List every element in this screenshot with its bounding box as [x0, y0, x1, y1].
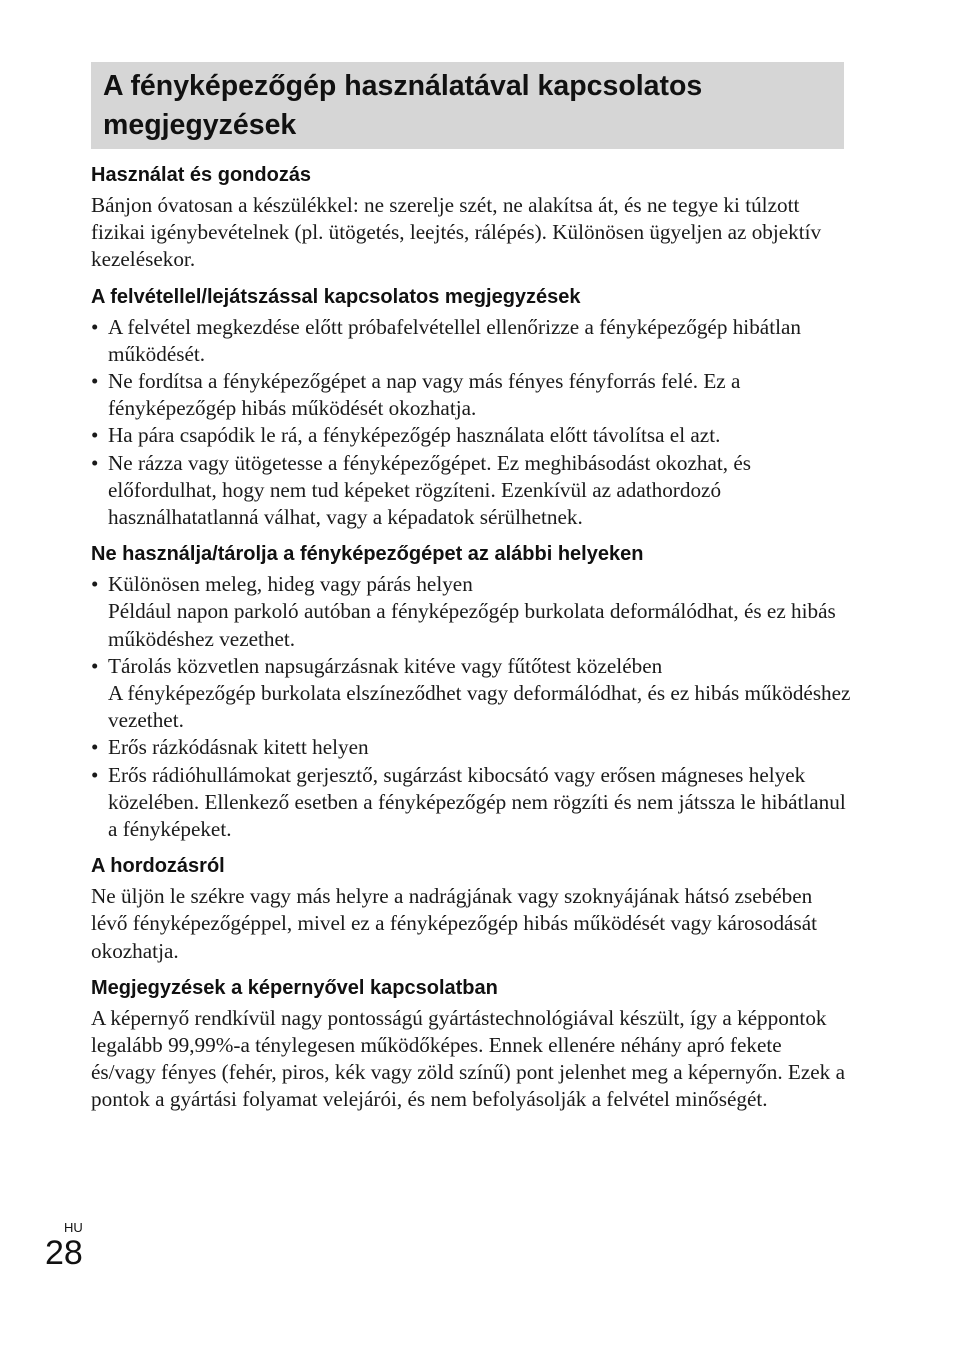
bullet-icon: •	[91, 423, 99, 448]
bullet-icon: •	[91, 314, 99, 339]
section-recording	[91, 284, 851, 532]
bullet-icon: •	[91, 735, 99, 760]
list-item	[91, 653, 851, 735]
list-item-text: Ne rázza vagy ütögetesse a fényképezőgépet. Ez meghibásodást okozhat, és előfordulhat, hogy nem tud képeket rögzíteni. Ezenkívül az adathordozó használhatatlanná válhat, vagy a képadatok sérülhetnek.	[108, 450, 752, 530]
list-item	[91, 762, 851, 844]
list-item-text: Erős rádióhullámokat gerjesztő, sugárzást kibocsátó vagy erősen mágneses helyek közelében. Ellenkező esetben a fényképezőgép nem rögzíti és nem játssza le hibátlanul a fényképeket.	[108, 762, 846, 842]
list-item	[91, 368, 851, 422]
bullet-icon: •	[91, 762, 99, 787]
list-item-text: Ha pára csapódik le rá, a fényképezőgép használata előtt távolítsa el azt.	[108, 423, 721, 448]
list-item-text: Erős rázkódásnak kitett helyen	[108, 735, 369, 760]
section-locations	[91, 541, 851, 843]
section-heading: A hordozásról	[91, 855, 225, 878]
bullet-icon: •	[91, 369, 99, 394]
list-item-text: Ne fordítsa a fényképezőgépet a nap vagy más fényes fényforrás felé. Ez a fényképezőgép hibás működését okozhatja.	[108, 369, 741, 421]
section-paragraph: A képernyő rendkívül nagy pontosságú gyártástechnológiával készült, így a képpontok legalább 99,99%-a ténylegesen működőképes. Ennek ellenére néhány apró fekete és/vagy fényes (fehér, piros, kék vagy zöld színű) pont jelenhet meg a képernyőn. Ezek a pontok a gyártási folyamat velejárói, és nem befolyásolják a felvétel minőségét.	[91, 1005, 845, 1112]
title-banner	[91, 62, 844, 149]
section-paragraph: Ne üljön le székre vagy más helyre a nadrágjának vagy szoknyájának hátsó zsebében lévő fényképezőgéppel, mivel ez a fényképezőgép hibás működését vagy károsodását okozhatja.	[91, 884, 817, 963]
bullet-icon: •	[91, 450, 99, 475]
list-item	[91, 314, 851, 368]
section-heading: Megjegyzések a képernyővel kapcsolatban	[91, 976, 498, 999]
section-screen	[91, 975, 851, 1114]
bullet-list	[91, 314, 851, 532]
list-item-text: Különösen meleg, hideg vagy párás helyen	[108, 572, 473, 597]
page-content	[91, 162, 851, 1114]
list-item-text: Tárolás közvetlen napsugárzásnak kitéve vagy fűtőtest közelében	[108, 653, 663, 678]
page-title-line-1: A fényképezőgép használatával kapcsolatos	[103, 70, 703, 102]
section-heading: A felvétellel/lejátszással kapcsolatos megjegyzések	[91, 285, 581, 308]
section-use-care	[91, 162, 851, 274]
language-code: HU	[64, 1220, 83, 1235]
list-item	[91, 571, 851, 653]
list-item-detail: A fényképezőgép burkolata elszíneződhet vagy deformálódhat, és ez hibás működéshez vezethet.	[108, 681, 851, 733]
page-title	[103, 67, 832, 145]
page-number: 28	[45, 1234, 83, 1272]
section-heading: Használat és gondozás	[91, 164, 312, 186]
bullet-list	[91, 571, 851, 843]
bullet-icon: •	[91, 653, 99, 678]
bullet-icon: •	[91, 572, 99, 597]
list-item-detail: Például napon parkoló autóban a fényképezőgép burkolata deformálódhat, és ez hibás működéshez vezethet.	[108, 599, 836, 651]
section-carrying	[91, 853, 851, 965]
section-heading: Ne használja/tárolja a fényképezőgépet az alábbi helyeken	[91, 543, 644, 566]
list-item	[91, 734, 851, 761]
list-item-text: A felvétel megkezdése előtt próbafelvétellel ellenőrizze a fényképezőgép hibátlan működését.	[108, 314, 801, 366]
section-paragraph: Bánjon óvatosan a készülékkel: ne szerelje szét, ne alakítsa át, és ne tegye ki túlzott fizikai igénybevételnek (pl. ütögetés, leejtés, rálépés). Különösen ügyeljen az objektív kezelésekor.	[91, 193, 822, 272]
list-item	[91, 450, 851, 532]
page-title-line-2: megjegyzések	[103, 109, 297, 141]
list-item	[91, 422, 851, 449]
